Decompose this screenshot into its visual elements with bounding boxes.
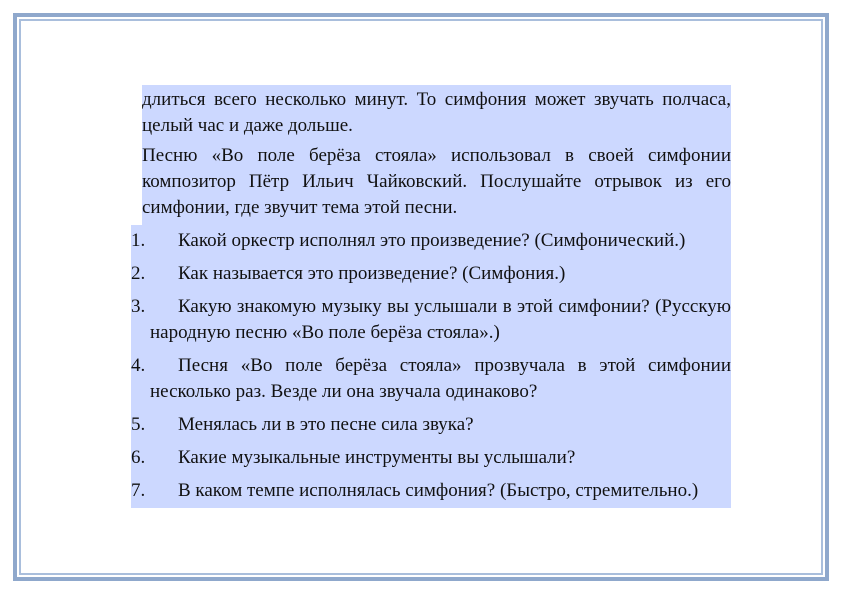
- paragraph-continuation: длиться всего несколько минут. То симфония может звучать полчаса, целый час и даже дольше.: [142, 85, 731, 143]
- list-item-number: 1.: [131, 230, 146, 251]
- list-item-number: 4.: [131, 355, 146, 376]
- list-item-text: Какой оркестр исполнял это произведение? (Симфонический.): [178, 230, 686, 251]
- list-item-text: Как называется это произведение? (Симфония.): [178, 263, 566, 284]
- list-item: [131, 442, 731, 475]
- paragraph-tchaikovsky: Песню «Во поле берёза стояла» использовал в своей симфонии композитор Пётр Ильич Чайковский. Послушайте отрывок из его симфонии, где звучит тема этой песни.: [142, 143, 731, 225]
- list-item-text: Песня «Во поле берёза стояла» прозвучала в этой симфонии несколько раз. Везде ли она звучала одинаково?: [150, 355, 731, 402]
- list-item-number: 7.: [131, 480, 146, 501]
- list-item: [131, 291, 731, 350]
- list-item-text: В каком темпе исполнялась симфония? (Быстро, стремительно.): [178, 480, 699, 501]
- list-item-text: Какую знакомую музыку вы услышали в этой симфонии? (Русскую народную песню «Во поле берёза стояла».): [150, 296, 731, 343]
- list-item-number: 3.: [131, 296, 146, 317]
- questions-list: [131, 225, 731, 508]
- list-item-number: 5.: [131, 414, 146, 435]
- list-item: [131, 409, 731, 442]
- list-item: [131, 258, 731, 291]
- list-item-number: 6.: [131, 447, 146, 468]
- list-item-text: Менялась ли в это песне сила звука?: [178, 414, 474, 435]
- list-item: [131, 475, 731, 508]
- list-item-number: 2.: [131, 263, 146, 284]
- list-item: [131, 225, 731, 258]
- list-item: [131, 350, 731, 409]
- list-item-text: Какие музыкальные инструменты вы услышали?: [178, 447, 576, 468]
- slide-content: [131, 85, 731, 508]
